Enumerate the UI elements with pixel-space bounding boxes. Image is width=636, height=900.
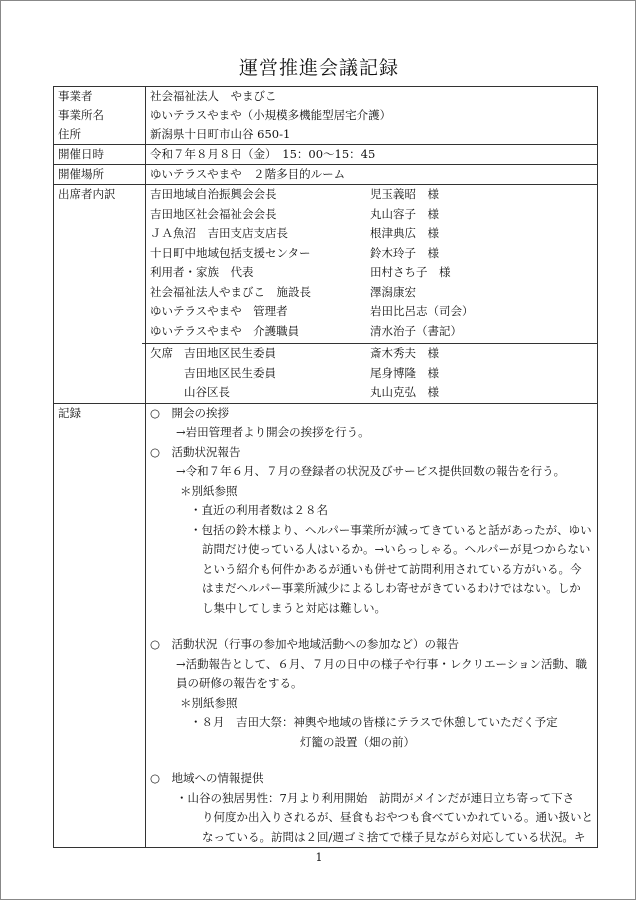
attendees-cell [146,185,598,404]
attendee-org: ゆいテラスやまや 管理者 [150,304,288,318]
section-opening-heading: ○ 開会の挨拶 [150,405,230,420]
absentee-item [150,344,593,364]
attendees-row [54,185,598,404]
attendee-org: ＪＡ魚沼 吉田支店支店長 [150,226,288,240]
record-line: なっている。訪問は２回/週ゴミ捨てで様子見ながら対応している状況。キ [202,829,586,844]
attendee-name: 清水治子（書記） [370,323,462,338]
venue-value: ゆいテラスやまや ２階多目的ルーム [146,165,598,185]
attendee-name: 鈴木玲子 様 [370,245,439,260]
record-line: ・直近の利用者数は２８名 [190,503,328,517]
record-line: ＊別紙参照 [180,695,238,710]
attendee-name: 岩田比呂志（司会） [370,304,474,318]
record-line: ＊別紙参照 [180,483,238,498]
attendee-name: 根津典広 様 [370,226,439,240]
record-line: 員の研修の報告をする。 [176,676,303,690]
attendee-item [150,224,593,244]
absentee-name: 尾身博隆 様 [370,365,439,380]
section-community-heading: ○ 活動状況（行事の参加や地域活動への参加など）の報告 [150,637,460,651]
venue-label: 開催場所 [54,165,146,185]
minutes-table [53,86,598,848]
attendee-name: 丸山容子 様 [370,206,439,221]
record-line: 灯籠の設置（畑の前） [300,734,415,749]
operator-value: 社会福祉法人 やまびこ [150,89,277,103]
attendees-label: 出席者内訳 [54,185,146,404]
attendee-item [150,263,593,283]
address-value: 新潟県十日町市山谷 650-1 [150,127,291,141]
header-info-row [54,87,598,145]
absentee-name: 斎木秀夫 様 [370,346,439,360]
absentee-item [150,364,593,384]
datetime-value: 令和７年８月８日（金） 15：00〜15：45 [146,145,598,165]
record-cell [146,403,598,848]
record-line: という紹介も何件かあるが通いも併せて訪問利用されている方がいる。今 [202,561,582,576]
attendee-org: 十日町中地域包括支援センター [150,245,311,260]
absentee-org: 吉田地区民生委員 [184,365,276,380]
address-label: 住所 [58,127,81,141]
absentee-name: 丸山克弘 様 [370,385,439,399]
absentee-org: 山谷区長 [184,385,230,399]
record-line: →活動報告として、６月、７月の日中の様子や行事・レクリエーション活動、職 [176,656,587,671]
operator-label: 事業者 [58,89,93,103]
section-info-heading: ○ 地域への情報提供 [150,771,264,785]
record-line: →令和７年６月、７月の登録者の状況及びサービス提供回数の報告を行う。 [176,464,566,478]
record-line: ・８月 吉田大祭：神輿や地域の皆様にテラスで休憩していただく予定 [190,715,558,729]
page-number: 1 [315,851,323,864]
record-line: し集中してしまうと対応は難しい。 [202,600,386,615]
header-info-values [146,87,598,145]
absentees-section [142,343,597,403]
record-line: はまだヘルパー事業所減少によるしわ寄せがきているわけではない。しか [202,581,581,595]
record-line: →岩田管理者より開会の挨拶を行う。 [176,425,370,439]
attendee-name: 澤潟康宏 [370,284,416,299]
attendee-org: ゆいテラスやまや 介護職員 [150,323,300,338]
record-label: 記録 [54,403,146,848]
attendee-item [150,205,593,225]
attendee-org: 利用者・家族 代表 [150,265,254,279]
section-activity-heading: ○ 活動状況報告 [150,444,241,459]
document-title: 運営推進会議記録 [238,57,399,79]
absentee-org: 吉田地区民生委員 [184,346,276,360]
header-info-labels [54,87,146,145]
record-line: ・包括の鈴木様より、ヘルパー事業所が減ってきていると話があったが、ゆい [190,522,592,537]
record-line: ・山谷の独居男性：7月より利用開始 訪問がメインだが連日立ち寄って下さ [176,790,575,805]
attendee-name: 児玉義昭 様 [370,187,439,201]
attendee-item [150,185,593,205]
datetime-label: 開催日時 [54,145,146,165]
attendee-item [150,322,593,342]
venue-row [54,165,598,185]
record-line: 訪問だけ使っている人はいるか。→いらっしゃる。ヘルパーが見つからない [202,542,591,556]
absentee-item [150,383,593,403]
attendee-org: 吉田地域自治振興会会長 [150,187,277,201]
attendee-org: 吉田地区社会福祉会会長 [150,206,277,221]
attendee-org: 社会福祉法人やまびこ 施設長 [150,284,311,299]
absentees-label: 欠席 [150,346,173,360]
attendee-item [150,302,593,322]
attendee-name: 田村さち子 様 [370,265,451,279]
record-line: り何度か出入りされるが、昼食もおやつも食べていかれている。通い扱いと [202,810,593,824]
attendee-item [150,244,593,264]
record-row [54,403,598,848]
office-label: 事業所名 [58,108,104,122]
office-value: ゆいテラスやまや（小規模多機能型居宅介護） [150,108,392,122]
datetime-row [54,145,598,165]
attendee-item [150,283,593,303]
